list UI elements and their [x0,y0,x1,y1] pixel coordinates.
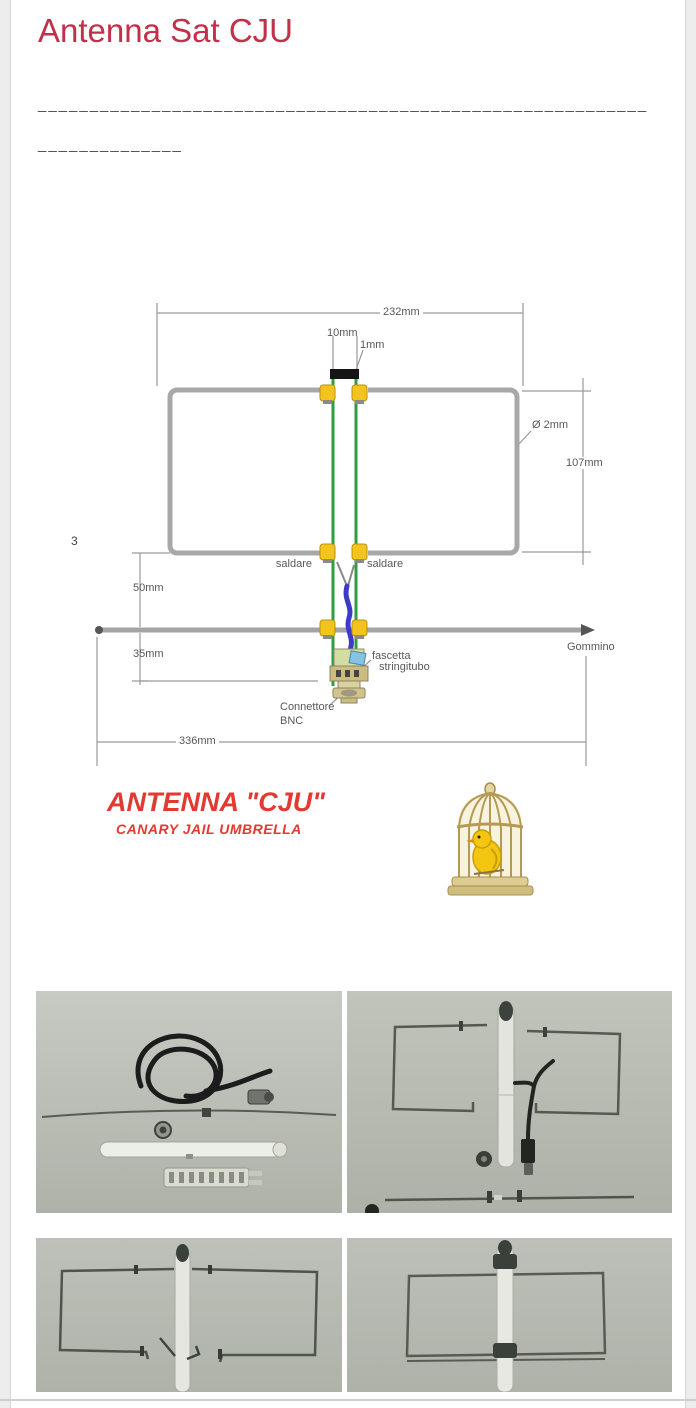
photo-half-assembled[interactable] [36,1238,342,1392]
photo-assembled-image [347,1238,672,1392]
loop-frame [170,390,517,553]
dim-35-label: 35mm [133,648,164,660]
dim-232-label: 232mm [380,306,423,318]
photo-components-image [36,991,342,1213]
antenna-caption-image[interactable] [0,775,696,915]
dim-336-label: 336mm [176,735,219,747]
top-spacer [330,369,359,379]
caption-subtitle: CANARY JAIL UMBRELLA [116,821,302,837]
saldare-left-label: saldare [275,558,312,570]
dim-10-label: 10mm [327,327,358,339]
page-number: 3 [71,534,78,548]
boom [95,624,595,636]
dim-1-label: 1mm [360,339,385,351]
antenna-diagram-image[interactable] [0,295,696,775]
dim-diameter-label: Ø 2mm [532,419,569,431]
bnc-connector-drawing [330,649,368,703]
fascetta-label-line2: stringitubo [379,661,430,673]
photo-parts-layout-image [347,991,672,1213]
birdcage-canary-illustration [438,781,543,906]
photo-assembled[interactable] [347,1238,672,1392]
saldare-right-label: saldare [367,558,404,570]
photo-parts-layout[interactable] [347,991,672,1213]
connettore-label-line1: Connettore [280,701,335,713]
photo-components[interactable] [36,991,342,1213]
gommino-label: Gommino [567,641,615,653]
divider-line-2: ______________ [38,136,183,153]
dim-50-label: 50mm [133,582,164,594]
fascetta-label-line1: fascetta [372,650,411,662]
bottom-separator [0,1399,696,1401]
divider-line-1: ___________________________________________________________ [38,96,649,113]
dim-107-label: 107mm [563,457,606,469]
connettore-label-line2: BNC [280,715,304,727]
caption-title: ANTENNA "CJU" [107,787,326,817]
diagram-linework [0,295,696,775]
photo-half-assembled-image [36,1238,342,1392]
solder-v-wires [337,562,354,586]
yellow-clamps [320,385,367,639]
page-title: Antenna Sat CJU [38,12,293,49]
